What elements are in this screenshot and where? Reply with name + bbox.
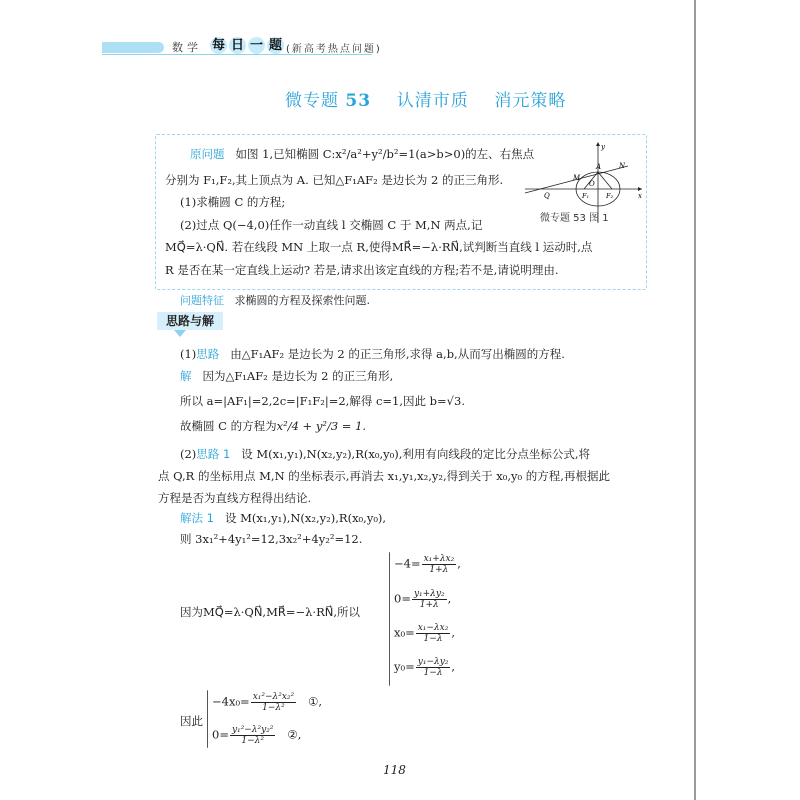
problem-line-2: 分别为 F₁,F₂,其上顶点为 A. 已知△F₁AF₂ 是边长为 2 的正三角形.	[165, 173, 504, 187]
part1-solution	[180, 368, 393, 384]
eq-lhs: y₀=	[394, 659, 415, 674]
header-char: 题	[268, 38, 282, 53]
problem-line-3: (1)求椭圆 C 的方程;	[180, 195, 286, 209]
part2-idea-label: 思路 1	[196, 447, 231, 461]
problem-line-1	[190, 146, 534, 162]
eq-fraction: $\frac{\text{y₁−λy₂}}{1-\lambda}$	[417, 657, 449, 678]
eq-fraction: $\frac{\text{x₁−λx₂}}{1-\lambda}$	[417, 623, 449, 644]
title-part1: 认清市质	[396, 91, 469, 111]
title-number: 53	[345, 91, 372, 111]
eq-fraction: $\frac{\text{y₁+λy₂}}{1+\lambda}$	[413, 589, 445, 610]
because-line: 因为MQ⃗=λ·QN⃗,MR⃗=−λ·RN⃗,所以	[180, 605, 360, 619]
features-text: 求椭圆的方程及探索性问题.	[234, 294, 370, 307]
title-prefix: 微专题	[285, 91, 339, 111]
svg-text:F₂: F₂	[606, 192, 614, 200]
part2-idea-line-1	[180, 446, 590, 462]
header-subject: 数学	[172, 41, 202, 54]
system1-eq-2: 0= $\frac{\text{y₁+λy₂}}{1+\lambda}$ ,	[394, 589, 452, 610]
header-decor-bar	[102, 42, 164, 53]
hence-label: 因此	[180, 714, 203, 728]
book-spine-line	[694, 0, 696, 800]
method1-text: 设 M(x₁,y₁),N(x₂,y₂),R(x₀,y₀),	[224, 511, 387, 525]
problem-text-1: 如图 1,已知椭圆 C:x²/a²+y²/b²=1(a>b>0)的左、右焦点	[235, 147, 535, 161]
eq-lhs: 0=	[394, 591, 411, 606]
problem-line-4: (2)过点 Q(−4,0)任作一动直线 l 交椭圆 C 于 M,N 两点,记	[180, 218, 483, 232]
eq-lhs: x₀=	[394, 625, 415, 640]
svg-text:x: x	[638, 192, 642, 200]
eq-fraction: $\frac{\text{y₁²−λ²y₂²}}{\text{1−λ²}}$	[231, 725, 274, 746]
page-title	[285, 86, 566, 111]
solution-text: 因为△F₁AF₂ 是边长为 2 的正三角形,	[202, 369, 394, 383]
section-tag-pointer	[174, 330, 186, 337]
method1-line-2: 则 3x₁²+4y₁²=12,3x₂²+4y₂²=12.	[180, 532, 363, 546]
eq-fraction: $\frac{\text{x₁+λx₂}}{1+\lambda}$	[423, 554, 455, 575]
part2-prefix: (2)	[180, 447, 197, 461]
method1-line-1	[180, 510, 386, 526]
eq-mark: ①,	[308, 694, 323, 709]
figure-caption: 微专题 53 图 1	[540, 213, 609, 224]
svg-text:F₁: F₁	[582, 192, 590, 200]
problem-features	[180, 292, 370, 308]
part2-idea-text: 设 M(x₁,y₁),N(x₂,y₂),R(x₀,y₀),利用有向线段的定比分点坐标公式,将	[241, 447, 591, 461]
features-label: 问题特征	[180, 294, 224, 307]
section-tag: 思路与解	[157, 312, 223, 330]
title-part2: 消元策略	[494, 91, 567, 111]
ellipse-equation: x²/4 + y²/3 = 1.	[276, 419, 367, 433]
system2-eq-1	[212, 692, 322, 713]
header-daily-title	[210, 37, 284, 54]
part2-idea-line-2: 点 Q,R 的坐标用点 M,N 的坐标表示,再消去 x₁,y₁,x₂,y₂,得到关于 x₀,y₀ 的方程,再根据此	[158, 469, 610, 483]
eq-lhs: −4=	[394, 556, 421, 571]
svg-text:A: A	[596, 163, 602, 171]
method1-label: 解法 1	[180, 511, 214, 525]
svg-text:M: M	[573, 174, 581, 182]
header-subtitle: (新高考热点问题)	[286, 44, 382, 55]
svg-text:O: O	[589, 180, 595, 188]
header-char: 日	[230, 38, 244, 53]
fig-label-y: y	[601, 143, 605, 151]
system1-eq-3: x₀= $\frac{\text{x₁−λx₂}}{1-\lambda}$ ,	[394, 623, 456, 644]
problem-line-6: R 是否在某一定直线上运动? 若是,请求出该定直线的方程;若不是,请说明理由.	[165, 263, 559, 277]
part1-idea-label: 思路	[196, 347, 220, 361]
part2-idea-line-3: 方程是否为直线方程得出结论.	[158, 491, 312, 505]
svg-text:Q: Q	[544, 192, 550, 200]
system2-brace	[207, 690, 208, 748]
part1-prefix: (1)	[180, 347, 197, 361]
running-header	[100, 38, 382, 58]
system1-brace	[389, 552, 390, 686]
eq-lhs: 0=	[212, 727, 229, 742]
eq-lhs: −4x₀=	[212, 694, 250, 709]
system2-eq-2	[212, 725, 301, 746]
system1-eq-4: y₀= $\frac{\text{y₁−λy₂}}{1-\lambda}$ ,	[394, 657, 456, 678]
problem-label: 原问题	[190, 147, 225, 161]
part1-idea-text: 由△F₁AF₂ 是边长为 2 的正三角形,求得 a,b,从而写出椭圆的方程.	[230, 347, 565, 361]
svg-text:N: N	[619, 162, 626, 170]
solution-line-b	[180, 418, 366, 434]
header-char: 一	[249, 38, 263, 53]
solution-line-b-prefix: 故椭圆 C 的方程为	[180, 419, 277, 433]
problem-line-5: MQ⃗=λ·QN⃗. 若在线段 MN 上取一点 R,使得MR⃗=−λ·RN⃗,试判断当直线 l 运动时,点	[165, 240, 593, 254]
solution-line-a: 所以 a=|AF₁|=2,2c=|F₁F₂|=2,解得 c=1,因此 b=√3.	[180, 394, 465, 408]
system1-eq-1: −4= $\frac{\text{x₁+λx₂}}{1+\lambda}$ ,	[394, 554, 461, 575]
solution-label: 解	[180, 369, 192, 383]
eq-fraction: $\frac{\text{x₁²−λ²x₂²}}{\text{1−λ²}}$	[252, 692, 295, 713]
page-number: 118	[383, 763, 406, 777]
header-char: 每	[211, 38, 225, 53]
eq-mark: ②,	[287, 727, 302, 742]
part1-idea	[180, 346, 565, 362]
